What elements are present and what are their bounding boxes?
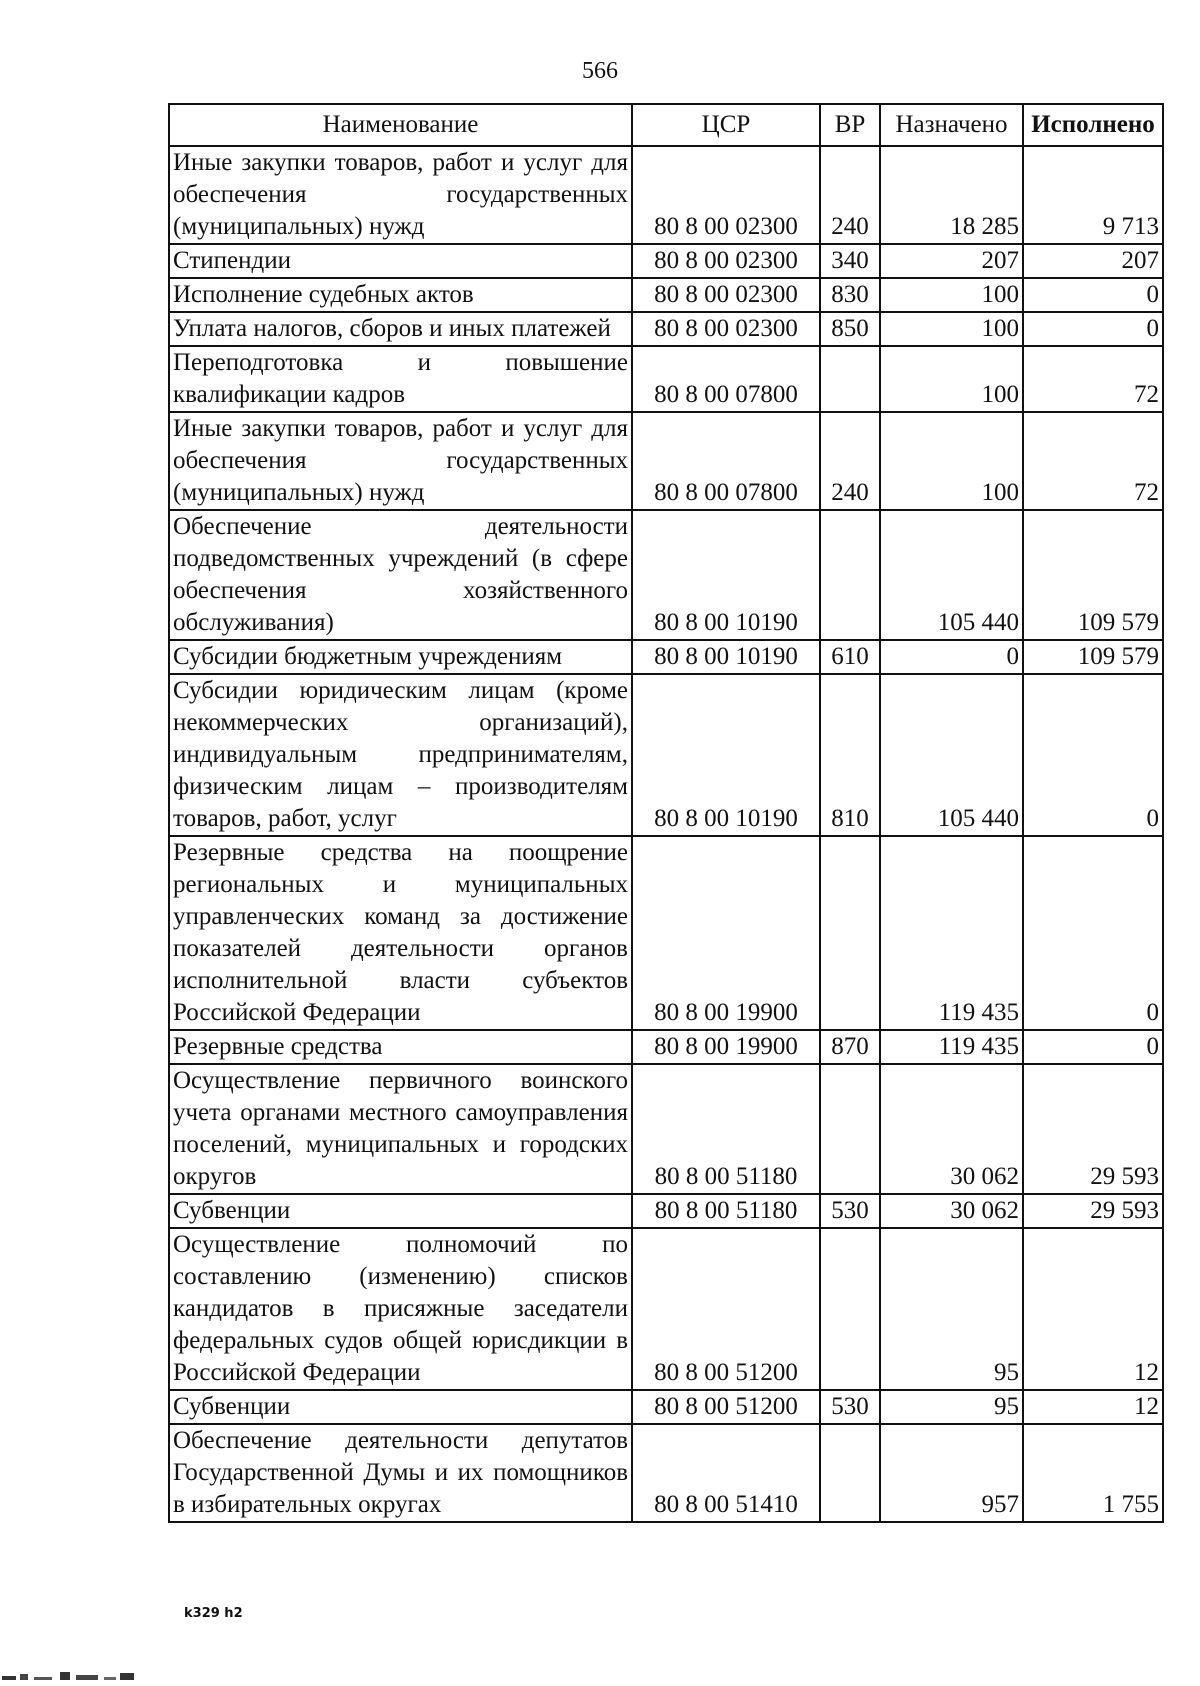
cell-csr: 80 8 00 51180: [632, 1064, 820, 1194]
cell-vr: 530: [820, 1194, 880, 1228]
cell-assigned: 105 440: [880, 510, 1023, 640]
cell-csr: 80 8 00 19900: [632, 1030, 820, 1064]
cell-executed: 109 579: [1023, 640, 1163, 674]
cell-vr: [820, 510, 880, 640]
table-row: [169, 244, 1163, 278]
cell-name: Обеспечение деятельности депутатов Государственной Думы и их помощников в избирательных округах: [169, 1424, 632, 1522]
cell-executed: 0: [1023, 674, 1163, 836]
table-body: [169, 146, 1163, 1522]
cell-vr: 810: [820, 674, 880, 836]
table-row: [169, 1194, 1163, 1228]
cell-csr: 80 8 00 02300: [632, 146, 820, 244]
scan-artifact: [0, 1668, 140, 1686]
cell-executed: 29 593: [1023, 1194, 1163, 1228]
cell-assigned: 18 285: [880, 146, 1023, 244]
cell-vr: [820, 1228, 880, 1390]
cell-assigned: 95: [880, 1390, 1023, 1424]
table-row: [169, 412, 1163, 510]
cell-name: Переподготовка и повышение квалификации кадров: [169, 346, 632, 412]
cell-csr: 80 8 00 51180: [632, 1194, 820, 1228]
header-vr: ВР: [820, 104, 880, 146]
cell-assigned: 100: [880, 412, 1023, 510]
cell-csr: 80 8 00 10190: [632, 510, 820, 640]
cell-vr: 240: [820, 412, 880, 510]
cell-executed: 0: [1023, 1030, 1163, 1064]
cell-vr: [820, 346, 880, 412]
table-row: [169, 278, 1163, 312]
cell-name: Уплата налогов, сборов и иных платежей: [169, 312, 632, 346]
table-row: [169, 1228, 1163, 1390]
cell-csr: 80 8 00 51410: [632, 1424, 820, 1522]
cell-executed: 12: [1023, 1228, 1163, 1390]
cell-name: Обеспечение деятельности подведомственных учреждений (в сфере обеспечения хозяйственного обслуживания): [169, 510, 632, 640]
cell-assigned: 30 062: [880, 1064, 1023, 1194]
cell-assigned: 95: [880, 1228, 1023, 1390]
table-row: [169, 146, 1163, 244]
cell-executed: 12: [1023, 1390, 1163, 1424]
header-name: Наименование: [169, 104, 632, 146]
cell-assigned: 100: [880, 346, 1023, 412]
cell-csr: 80 8 00 19900: [632, 836, 820, 1030]
cell-name: Субсидии бюджетным учреждениям: [169, 640, 632, 674]
table-row: [169, 312, 1163, 346]
cell-vr: 530: [820, 1390, 880, 1424]
cell-assigned: 105 440: [880, 674, 1023, 836]
table-row: [169, 640, 1163, 674]
cell-vr: 830: [820, 278, 880, 312]
cell-executed: 0: [1023, 836, 1163, 1030]
cell-assigned: 100: [880, 278, 1023, 312]
cell-vr: 240: [820, 146, 880, 244]
cell-name: Резервные средства: [169, 1030, 632, 1064]
cell-csr: 80 8 00 02300: [632, 312, 820, 346]
cell-name: Иные закупки товаров, работ и услуг для обеспечения государственных (муниципальных) нужд: [169, 412, 632, 510]
page-number: 566: [582, 58, 618, 84]
cell-name: Иные закупки товаров, работ и услуг для обеспечения государственных (муниципальных) нужд: [169, 146, 632, 244]
table-row: [169, 1064, 1163, 1194]
table-row: [169, 1030, 1163, 1064]
header-assigned: Назначено: [880, 104, 1023, 146]
cell-executed: 29 593: [1023, 1064, 1163, 1194]
cell-vr: 340: [820, 244, 880, 278]
table-row: [169, 1424, 1163, 1522]
header-csr: ЦСР: [632, 104, 820, 146]
cell-csr: 80 8 00 10190: [632, 674, 820, 836]
table-row: [169, 346, 1163, 412]
cell-vr: 850: [820, 312, 880, 346]
cell-assigned: 0: [880, 640, 1023, 674]
cell-executed: 72: [1023, 412, 1163, 510]
cell-name: Осуществление полномочий по составлению (изменению) списков кандидатов в присяжные заседатели федеральных судов общей юрисдикции в Российской Федерации: [169, 1228, 632, 1390]
cell-assigned: 957: [880, 1424, 1023, 1522]
budget-table: [168, 103, 1164, 1523]
table-row: [169, 1390, 1163, 1424]
cell-csr: 80 8 00 51200: [632, 1228, 820, 1390]
cell-name: Субвенции: [169, 1390, 632, 1424]
cell-executed: 0: [1023, 312, 1163, 346]
cell-csr: 80 8 00 07800: [632, 346, 820, 412]
table-row: [169, 510, 1163, 640]
cell-assigned: 207: [880, 244, 1023, 278]
cell-csr: 80 8 00 10190: [632, 640, 820, 674]
cell-csr: 80 8 00 02300: [632, 278, 820, 312]
table-row: [169, 836, 1163, 1030]
cell-csr: 80 8 00 02300: [632, 244, 820, 278]
table-header-row: [169, 104, 1163, 146]
cell-executed: 9 713: [1023, 146, 1163, 244]
cell-assigned: 119 435: [880, 836, 1023, 1030]
cell-vr: [820, 836, 880, 1030]
cell-executed: 0: [1023, 278, 1163, 312]
cell-name: Осуществление первичного воинского учета органами местного самоуправления поселений, муниципальных и городских округов: [169, 1064, 632, 1194]
header-executed: Исполнено: [1023, 104, 1163, 146]
cell-vr: 610: [820, 640, 880, 674]
cell-name: Исполнение судебных актов: [169, 278, 632, 312]
cell-vr: [820, 1424, 880, 1522]
cell-executed: 1 755: [1023, 1424, 1163, 1522]
cell-executed: 72: [1023, 346, 1163, 412]
table-row: [169, 674, 1163, 836]
cell-csr: 80 8 00 51200: [632, 1390, 820, 1424]
cell-vr: [820, 1064, 880, 1194]
cell-vr: 870: [820, 1030, 880, 1064]
cell-assigned: 100: [880, 312, 1023, 346]
cell-csr: 80 8 00 07800: [632, 412, 820, 510]
cell-executed: 109 579: [1023, 510, 1163, 640]
cell-name: Субвенции: [169, 1194, 632, 1228]
footer-code: k329 h2: [184, 1606, 243, 1621]
cell-executed: 207: [1023, 244, 1163, 278]
cell-name: Стипендии: [169, 244, 632, 278]
cell-assigned: 119 435: [880, 1030, 1023, 1064]
cell-name: Субсидии юридическим лицам (кроме некоммерческих организаций), индивидуальным предпринимателям, физическим лицам – производителям товаров, работ, услуг: [169, 674, 632, 836]
cell-name: Резервные средства на поощрение региональных и муниципальных управленческих команд за достижение показателей деятельности органов исполнительной власти субъектов Российской Федерации: [169, 836, 632, 1030]
cell-assigned: 30 062: [880, 1194, 1023, 1228]
